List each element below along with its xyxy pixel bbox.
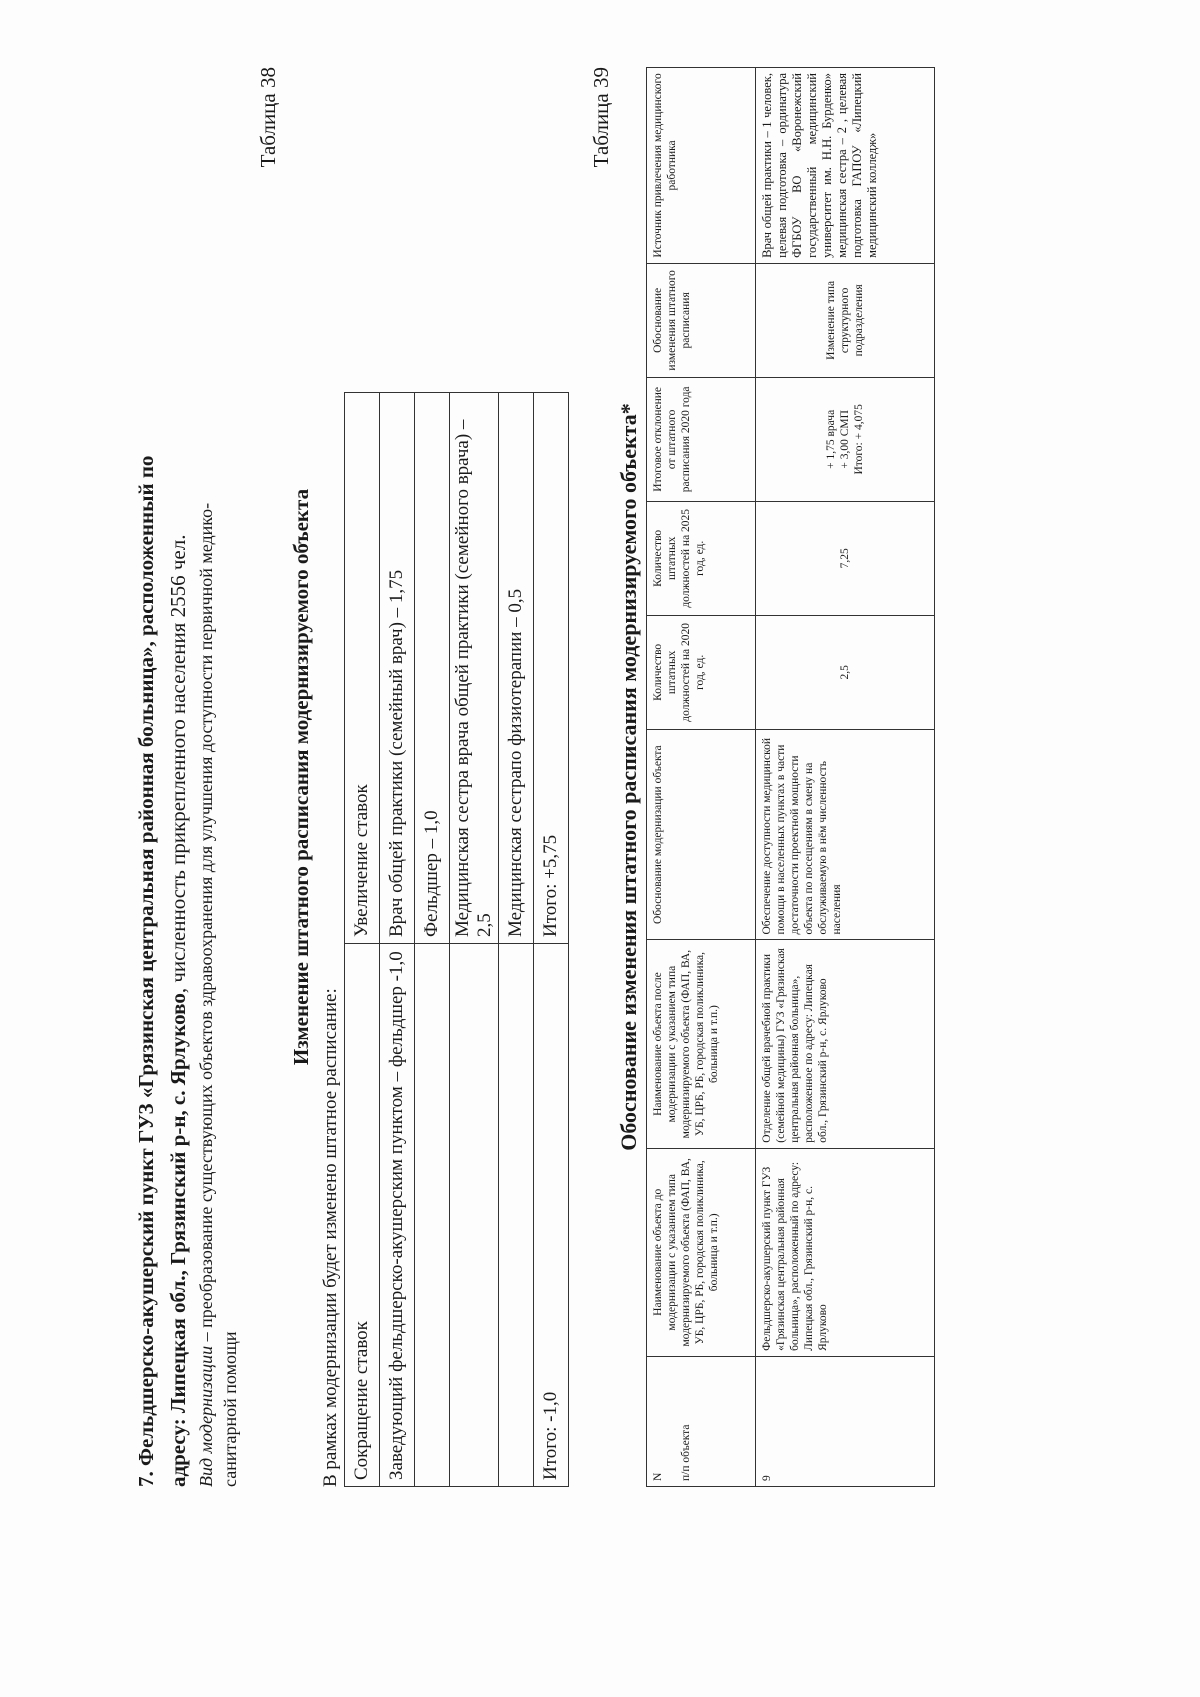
table-cell: Фельдшер – 1,0 (415, 393, 450, 944)
cell-staffing-justification: Изменение типа структурного подразделения (756, 263, 935, 377)
table-cell: Увеличение ставок (345, 393, 380, 944)
modernization-type-label: Вид модернизации (196, 1345, 216, 1487)
cell-worker-source: Врач общей практики – 1 человек, целевая подготовка – ординатура ФГБОУ ВО «Воронежский государственный медицинский университет им. Н.Н. Бурденко» медицинская сестра – 2 , целевая подготовка ГАПОУ «Липецкий медицинский колледж» (756, 68, 935, 264)
header-deviation: Итоговое отклонение от штатного расписания 2020 года (647, 377, 756, 501)
table-cell: Итого: +5,75 (534, 393, 569, 944)
cell-modernization-reason: Обеспечение доступности медицинской помощи в населенных пунктах в части достаточности проектной мощности объекта по посещениям в смену на обслуживаемую в нём численность населения (756, 729, 935, 940)
heading-population: , численность прикрепленного населения 2556 чел. (166, 534, 190, 994)
header-worker-source: Источник привлечения медицинского работника (647, 68, 756, 264)
table-38-number: Таблица 38 (256, 67, 280, 168)
table-row (499, 393, 534, 1487)
cell-object-after: Отделение общей врачебной практики (семейной медицины) ГУЗ «Грязинская центральная районная больница», расположенное по адресу: Липецкая обл., Грязинский р-н, с. Ярлуково (756, 940, 935, 1148)
section-heading (130, 67, 194, 1487)
cell-deviation (756, 377, 935, 501)
content-area (130, 67, 935, 1487)
table-cell (499, 944, 534, 1487)
header-positions-2020: Количество штатных должностей на 2020 год, ед. (647, 615, 756, 729)
table-row (380, 393, 415, 1487)
header-object-before: Наименование объекта до модернизации с указанием типа модернизируемого объекта (ФАП, ВА, УБ, ЦРБ, РБ, городская поликлиника, больница и т.п.) (647, 1148, 756, 1356)
modernization-type (194, 67, 242, 1487)
table-cell: Медицинская сестрапо физиотерапии – 0,5 (499, 393, 534, 944)
table-row (756, 68, 935, 1487)
header-staffing-justification: Обоснование изменения штатного расписания (647, 263, 756, 377)
table-cell (415, 944, 450, 1487)
header-object-number: N п/п объекта (647, 1356, 756, 1486)
table-cell (450, 944, 499, 1487)
table-row (534, 393, 569, 1487)
deviation-doctors: + 1,75 врача (825, 409, 837, 469)
header-positions-2025: Количество штатных должностей на 2025 год, ед. (647, 501, 756, 615)
table-header-row (647, 68, 756, 1487)
heading-line-2 (162, 67, 194, 1487)
cell-object-before: Фельдшерско-акушерский пункт ГУЗ «Грязинская центральная районная больница», расположенный по адресу: Липецкая обл., Грязинский р-н, с. Ярлуково (756, 1148, 935, 1356)
table-38-title: Изменение штатного расписания модернизируемого объекта (289, 488, 313, 1066)
table-row (415, 393, 450, 1487)
staffing-change-table (344, 392, 569, 1487)
cell-object-number: 9 (756, 1356, 935, 1486)
table-cell: Сокращение ставок (345, 944, 380, 1487)
header-modernization-reason: Обоснование модернизации объекта (647, 729, 756, 940)
table-38-intro: В рамках модернизации будет изменено штатное расписание: (320, 988, 341, 1487)
header-object-after: Наименование объекта после модернизации с указанием типа модернизируемого объекта (ФАП, ВА, УБ, ЦРБ, РБ, городская поликлиника, больница и т.п.) (647, 940, 756, 1148)
table-39-title: Обоснование изменения штатного расписания модернизируемого объекта* (616, 403, 641, 1151)
modernization-type-text-2: санитарной помощи (220, 1331, 240, 1487)
cell-positions-2025: 7,25 (756, 501, 935, 615)
table-row (450, 393, 499, 1487)
deviation-total: Итого: + 4,075 (853, 404, 865, 475)
deviation-nurses: + 3,00 СМП (839, 410, 851, 469)
staffing-justification-table (646, 67, 935, 1487)
table-cell: Врач общей практики (семейный врач) – 1,75 (380, 393, 415, 944)
table-cell: Заведующий фельдшерско-акушерским пунктом – фельдшер -1,0 (380, 944, 415, 1487)
cell-positions-2020: 2,5 (756, 615, 935, 729)
heading-address: адресу: Липецкая обл., Грязинский р-н, с. Ярлуково (166, 993, 190, 1487)
table-39-number: Таблица 39 (589, 67, 613, 168)
heading-line-1: 7. Фельдшерско-акушерский пункт ГУЗ «Грязинская центральная районная больница», расположенный по (134, 455, 158, 1487)
table-cell: Итого: -1,0 (534, 944, 569, 1487)
modernization-type-text-1: – преобразование существующих объектов здравоохранения для улучшения доступности первичной медико- (196, 502, 216, 1346)
table-row (345, 393, 380, 1487)
table-cell: Медицинская сестра врача общей практики (семейного врача) – 2,5 (450, 393, 499, 944)
